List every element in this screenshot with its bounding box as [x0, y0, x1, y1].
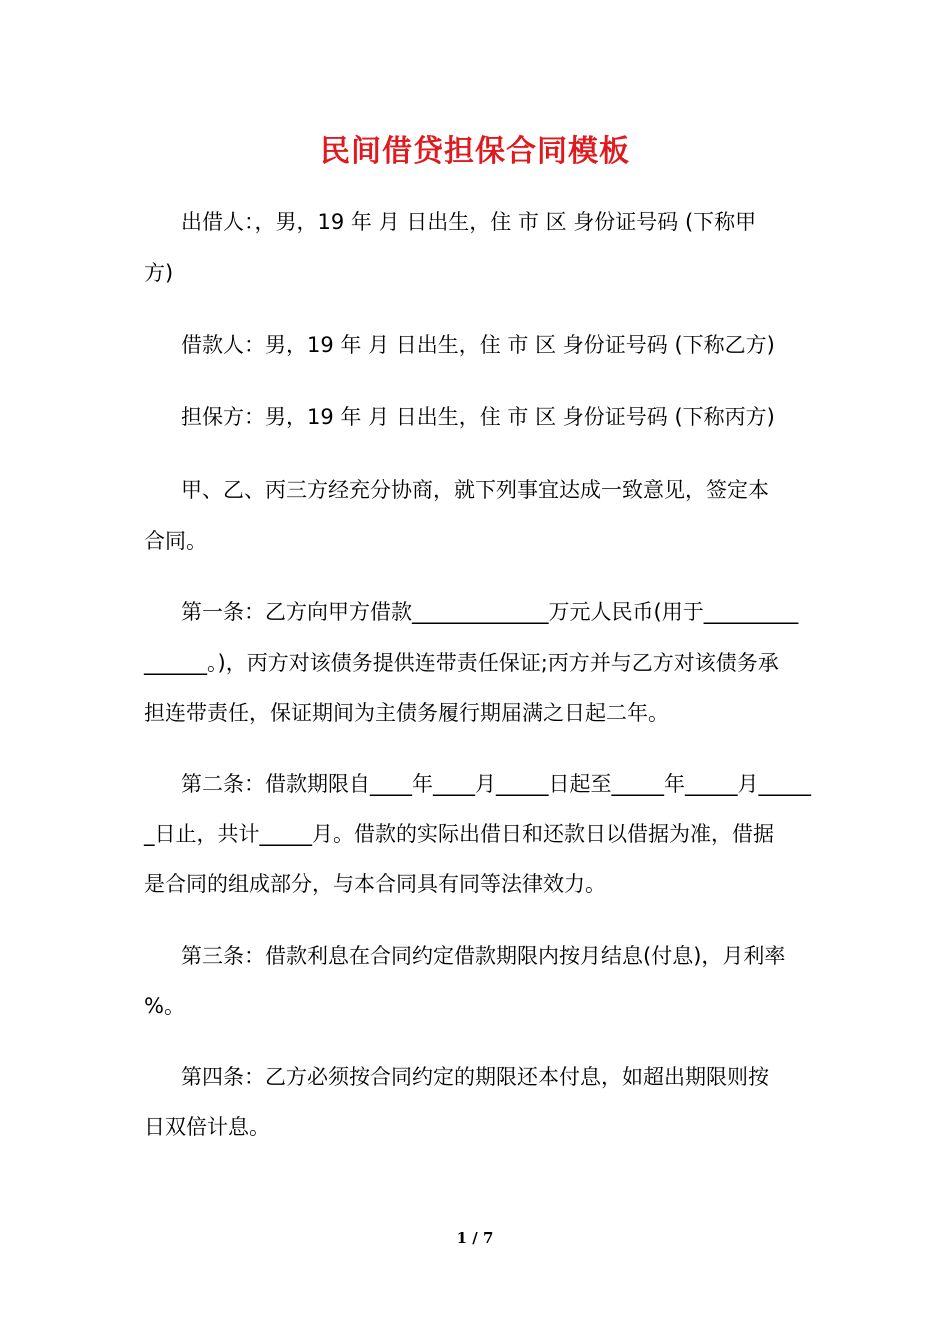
paragraph-lender-line-2: 方) [144, 261, 174, 285]
paragraph-guarantor-line-1: 担保方：男，19 年 月 日出生，住 市 区 身份证号码 (下称丙方) [181, 405, 775, 429]
paragraph-lender-line-1: 出借人：，男，19 年 月 日出生，住 市 区 身份证号码 (下称甲 [181, 210, 757, 234]
document-title: 民间借贷担保合同模板 [320, 134, 630, 169]
article-1-line-1: 第一条：乙方向甲方借款_____________万元人民币(用于_________ [181, 600, 799, 624]
page-number: 1 / 7 [456, 1229, 494, 1247]
article-4-line-1: 第四条：乙方必须按合同约定的期限还本付息，如超出期限则按 [181, 1065, 769, 1089]
article-2-line-3: 是合同的组成部分，与本合同具有同等法律效力。 [144, 872, 606, 896]
article-2-line-1: 第二条：借款期限自____年____月_____日起至_____年_____月_____ [181, 772, 811, 796]
paragraph-borrower-line-1: 借款人：男，19 年 月 日出生，住 市 区 身份证号码 (下称乙方) [181, 333, 775, 357]
article-3-line-2: %。 [144, 994, 185, 1018]
article-4-line-2: 日双倍计息。 [144, 1115, 270, 1139]
article-2-line-2: _日止，共计_____月。借款的实际出借日和还款日以借据为准，借据 [144, 822, 774, 846]
article-3-line-1: 第三条：借款利息在合同约定借款期限内按月结息(付息)，月利率 [181, 944, 786, 968]
article-1-line-3: 担连带责任，保证期间为主债务履行期届满之日起二年。 [144, 701, 669, 725]
article-1-line-2: ______。)，丙方对该债务提供连带责任保证;丙方并与乙方对该债务承 [144, 651, 779, 675]
paragraph-agreement-line-2: 合同。 [144, 529, 207, 553]
paragraph-agreement-line-1: 甲、乙、丙三方经充分协商，就下列事宜达成一致意见，签定本 [181, 478, 769, 502]
